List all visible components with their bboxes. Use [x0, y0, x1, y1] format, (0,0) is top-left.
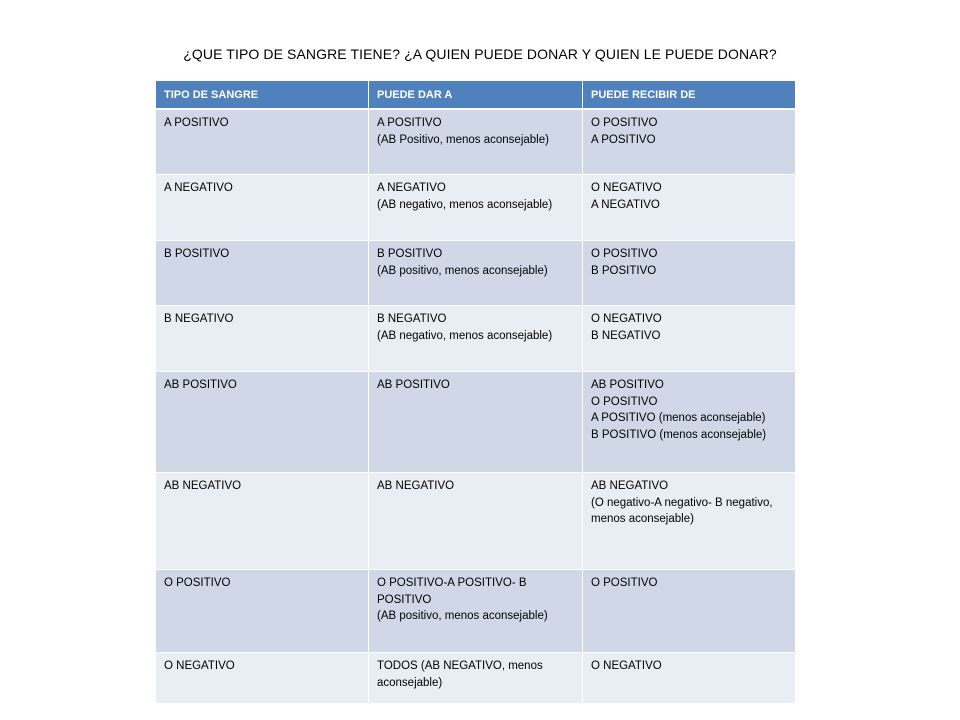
blood-type-table [155, 80, 796, 704]
page-title: ¿QUE TIPO DE SANGRE TIENE? ¿A QUIEN PUEDE DONAR Y QUIEN LE PUEDE DONAR? [183, 46, 777, 62]
cell-blood-type: A NEGATIVO [156, 175, 369, 241]
header-can-receive-from: PUEDE RECIBIR DE [583, 81, 796, 110]
cell-can-give-to: B POSITIVO (AB positivo, menos aconsejable) [369, 241, 583, 306]
cell-can-receive-from: AB POSITIVO O POSITIVO A POSITIVO (menos aconsejable) B POSITIVO (menos aconsejable) [583, 372, 796, 473]
cell-can-give-to: B NEGATIVO (AB negativo, menos aconsejable) [369, 306, 583, 372]
table-row [156, 473, 796, 570]
cell-can-receive-from: O NEGATIVO B NEGATIVO [583, 306, 796, 372]
cell-can-give-to: TODOS (AB NEGATIVO, menos aconsejable) [369, 653, 583, 704]
cell-can-receive-from: AB NEGATIVO (O negativo-A negativo- B negativo, menos aconsejable) [583, 473, 796, 570]
cell-can-receive-from: O POSITIVO B POSITIVO [583, 241, 796, 306]
cell-can-receive-from: O POSITIVO A POSITIVO [583, 109, 796, 175]
table-row [156, 570, 796, 653]
cell-blood-type: O POSITIVO [156, 570, 369, 653]
table-row [156, 372, 796, 473]
cell-can-give-to: AB POSITIVO [369, 372, 583, 473]
table-row [156, 653, 796, 704]
header-can-give-to: PUEDE DAR A [369, 81, 583, 110]
table-header-row [156, 81, 796, 110]
cell-blood-type: O NEGATIVO [156, 653, 369, 704]
table-row [156, 109, 796, 175]
cell-can-give-to: A NEGATIVO (AB negativo, menos aconsejable) [369, 175, 583, 241]
cell-blood-type: AB POSITIVO [156, 372, 369, 473]
cell-can-receive-from: O NEGATIVO [583, 653, 796, 704]
cell-can-give-to: AB NEGATIVO [369, 473, 583, 570]
table-row [156, 241, 796, 306]
cell-can-give-to: A POSITIVO (AB Positivo, menos aconsejable) [369, 109, 583, 175]
table-row [156, 175, 796, 241]
cell-blood-type: B POSITIVO [156, 241, 369, 306]
cell-blood-type: A POSITIVO [156, 109, 369, 175]
cell-can-receive-from: O POSITIVO [583, 570, 796, 653]
cell-can-give-to: O POSITIVO-A POSITIVO- B POSITIVO (AB positivo, menos aconsejable) [369, 570, 583, 653]
cell-blood-type: B NEGATIVO [156, 306, 369, 372]
cell-blood-type: AB NEGATIVO [156, 473, 369, 570]
cell-can-receive-from: O NEGATIVO A NEGATIVO [583, 175, 796, 241]
header-blood-type: TIPO DE SANGRE [156, 81, 369, 110]
table-row [156, 306, 796, 372]
